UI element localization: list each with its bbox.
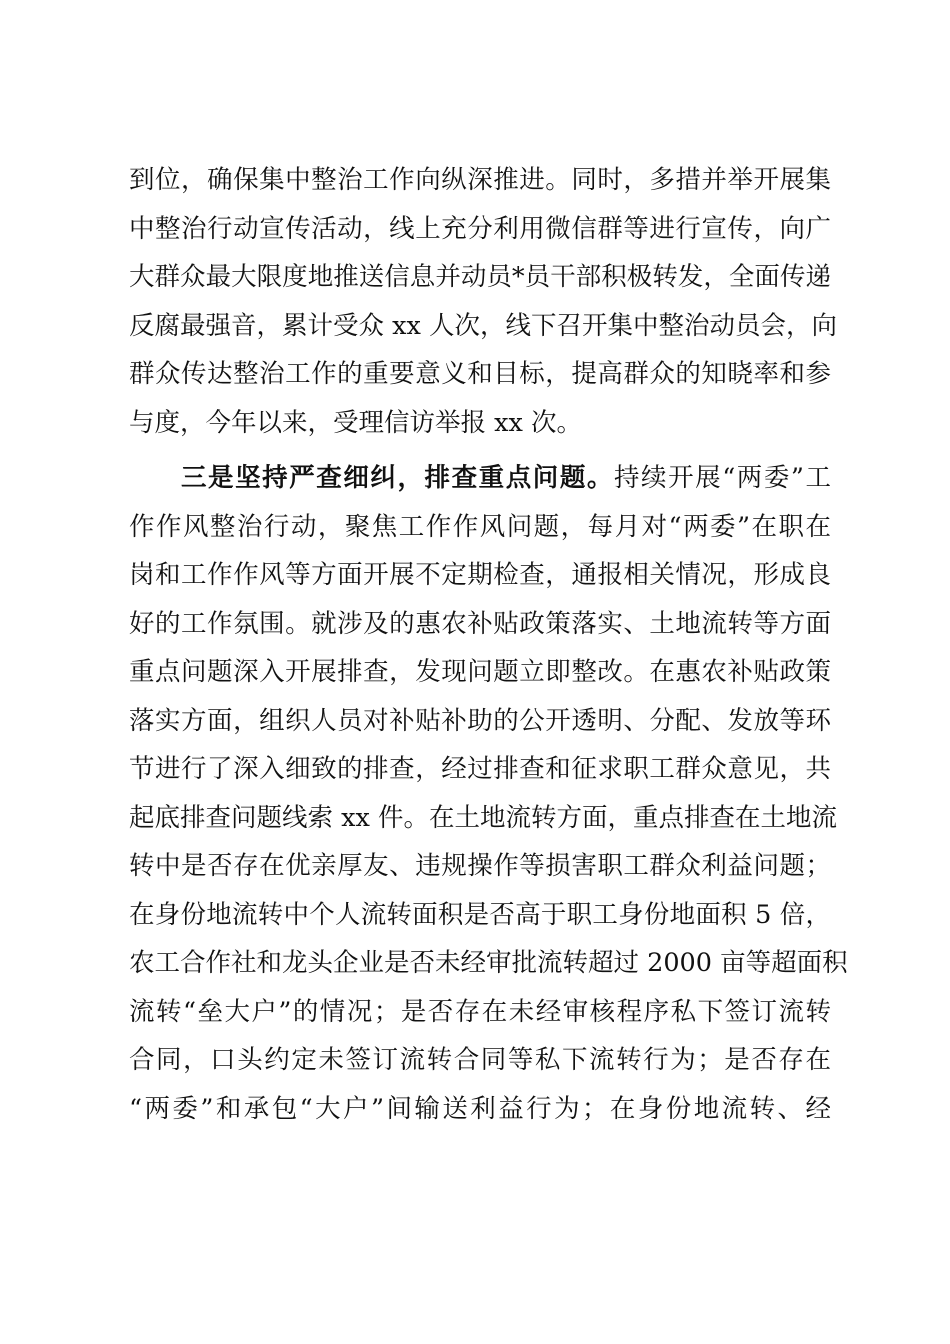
paragraph-line: 转中是否存在优亲厚友、违规操作等损害职工群众利益问题； <box>129 851 831 881</box>
paragraph-spacer <box>129 447 831 454</box>
paragraph-inspection <box>129 454 848 1133</box>
paragraph-line: 流转“垒大户”的情况；是否存在未经审核程序私下签订流转 <box>129 996 831 1027</box>
paragraph-line: 起底排查问题线索 xx 件。在土地流转方面，重点排查在土地流 <box>129 802 837 833</box>
paragraph-line: 群众传达整治工作的重要意义和目标，提高群众的知晓率和参 <box>129 359 831 389</box>
paragraph-line: 到位，确保集中整治工作向纵深推进。同时，多措并举开展集 <box>129 165 831 195</box>
paragraph-line-rest: 持续开展“两委”工 <box>613 463 831 493</box>
paragraph-line: 岗和工作作风等方面开展不定期检查，通报相关情况，形成良 <box>129 560 831 590</box>
paragraph-line: “两委”和承包“大户”间输送利益行为；在身份地流转、经 <box>129 1093 831 1124</box>
paragraph-first-line <box>129 454 831 503</box>
paragraph-publicity <box>129 156 837 447</box>
document-body <box>129 156 848 1133</box>
paragraph-line: 反腐最强音，累计受众 xx 人次，线下召开集中整治动员会，向 <box>129 310 837 341</box>
paragraph-line: 落实方面，组织人员对补贴补助的公开透明、分配、发放等环 <box>129 705 831 736</box>
paragraph-line: 农工合作社和龙头企业是否未经审批流转超过 2000 亩等超面积 <box>129 948 848 978</box>
paragraph-line: 合同，口头约定未签订流转合同等私下流转行为；是否存在 <box>129 1045 831 1075</box>
paragraph-line: 与度，今年以来，受理信访举报 xx 次。 <box>129 407 582 438</box>
paragraph-line: 好的工作氛围。就涉及的惠农补贴政策落实、土地流转等方面 <box>129 608 831 639</box>
section-heading: 三是坚持严查细纠，排查重点问题。 <box>181 463 614 493</box>
paragraph-line: 重点问题深入开展排查，发现问题立即整改。在惠农补贴政策 <box>129 657 831 687</box>
paragraph-line: 中整治行动宣传活动，线上充分利用微信群等进行宣传，向广 <box>129 213 831 244</box>
paragraph-line: 作作风整治行动，聚焦工作作风问题，每月对“两委”在职在 <box>129 511 831 542</box>
paragraph-line: 在身份地流转中个人流转面积是否高于职工身份地面积 5 倍， <box>129 899 831 930</box>
paragraph-line: 节进行了深入细致的排查，经过排查和征求职工群众意见，共 <box>129 754 831 784</box>
paragraph-line: 大群众最大限度地推送信息并动员*员干部积极转发，全面传递 <box>129 262 831 292</box>
